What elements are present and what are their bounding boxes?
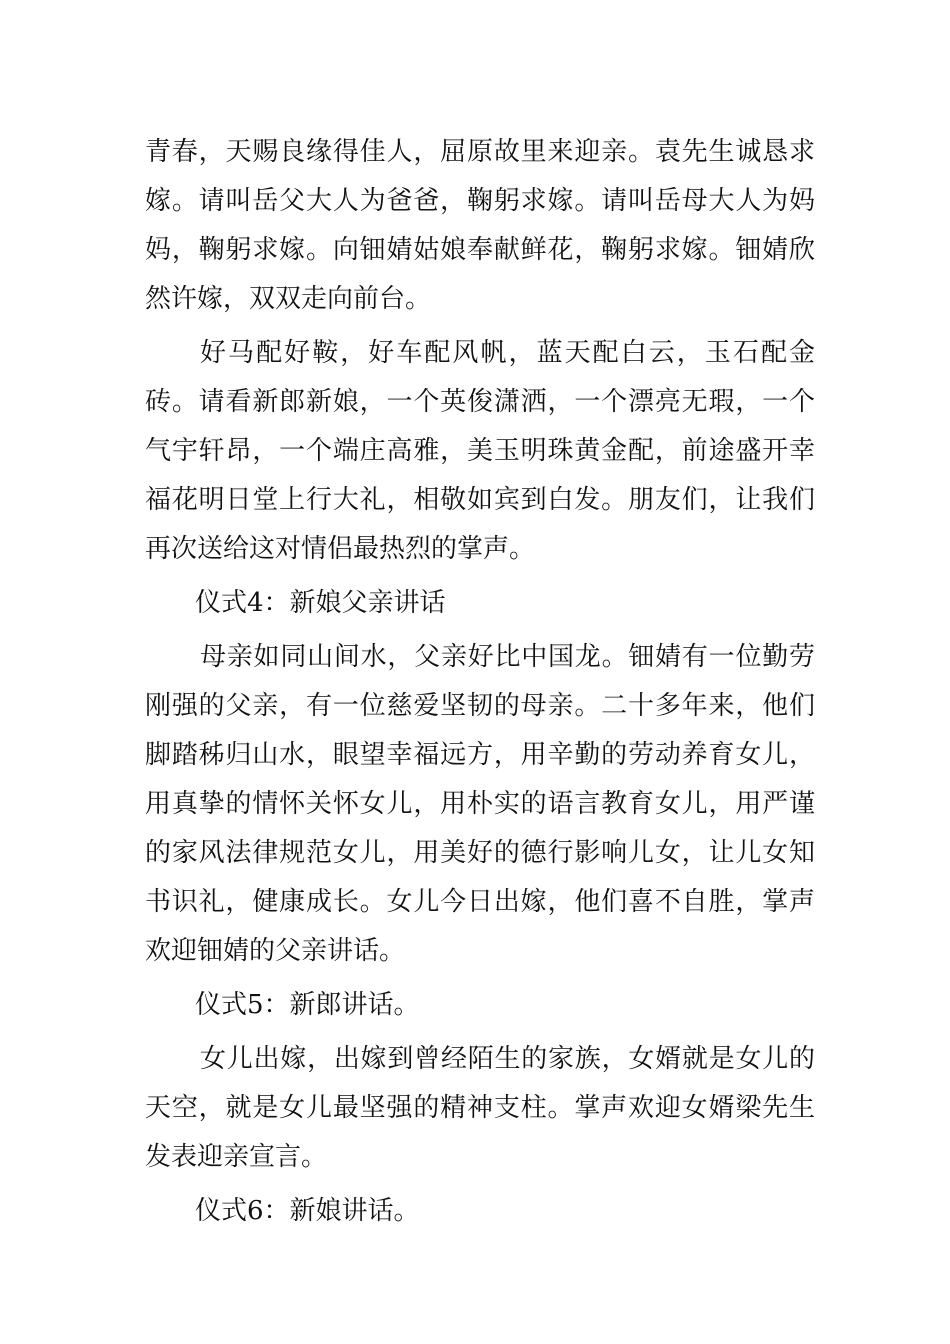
heading-ceremony-6: 仪式6：新娘讲话。 bbox=[195, 1196, 420, 1226]
paragraph-blessing: 好马配好鞍，好车配风帆，蓝天配白云，玉石配金砖。请看新郎新娘，一个英俊潇洒，一个漂亮无瑕，一个气宇轩昂，一个端庄高雅，美玉明珠黄金配，前途盛开幸福花明日堂上行大礼，相敬如宾到白发。朋友们，让我们再次送给这对情侣最热烈的掌声。 bbox=[145, 338, 815, 564]
heading-ceremony-5: 仪式5：新郎讲话。 bbox=[195, 990, 420, 1020]
paragraph-proposal: 青春，天赐良缘得佳人，屈原故里来迎亲。袁先生诚恳求嫁。请叫岳父大人为爸爸，鞠躬求嫁。请叫岳母大人为妈妈，鞠躬求嫁。向钿婧姑娘奉献鲜花，鞠躬求嫁。钿婧欣然许嫁，双双走向前台。 bbox=[145, 137, 815, 314]
heading-ceremony-4: 仪式4：新娘父亲讲话 bbox=[195, 588, 446, 618]
document-body bbox=[145, 128, 815, 1241]
paragraph-groom: 女儿出嫁，出嫁到曾经陌生的家族，女婿就是女儿的天空，就是女儿最坚强的精神支柱。掌声欢迎女婿梁先生发表迎亲宣言。 bbox=[145, 1044, 815, 1172]
paragraph-bride-father: 母亲如同山间水，父亲好比中国龙。钿婧有一位勤劳刚强的父亲，有一位慈爱坚韧的母亲。二十多年来，他们脚踏秭归山水，眼望幸福远方，用辛勤的劳动养育女儿，用真挚的情怀关怀女儿，用朴实的语言教育女儿，用严谨的家风法律规范女儿，用美好的德行影响儿女，让儿女知书识礼，健康成长。女儿今日出嫁，他们喜不自胜，掌声欢迎钿婧的父亲讲话。 bbox=[145, 642, 815, 966]
